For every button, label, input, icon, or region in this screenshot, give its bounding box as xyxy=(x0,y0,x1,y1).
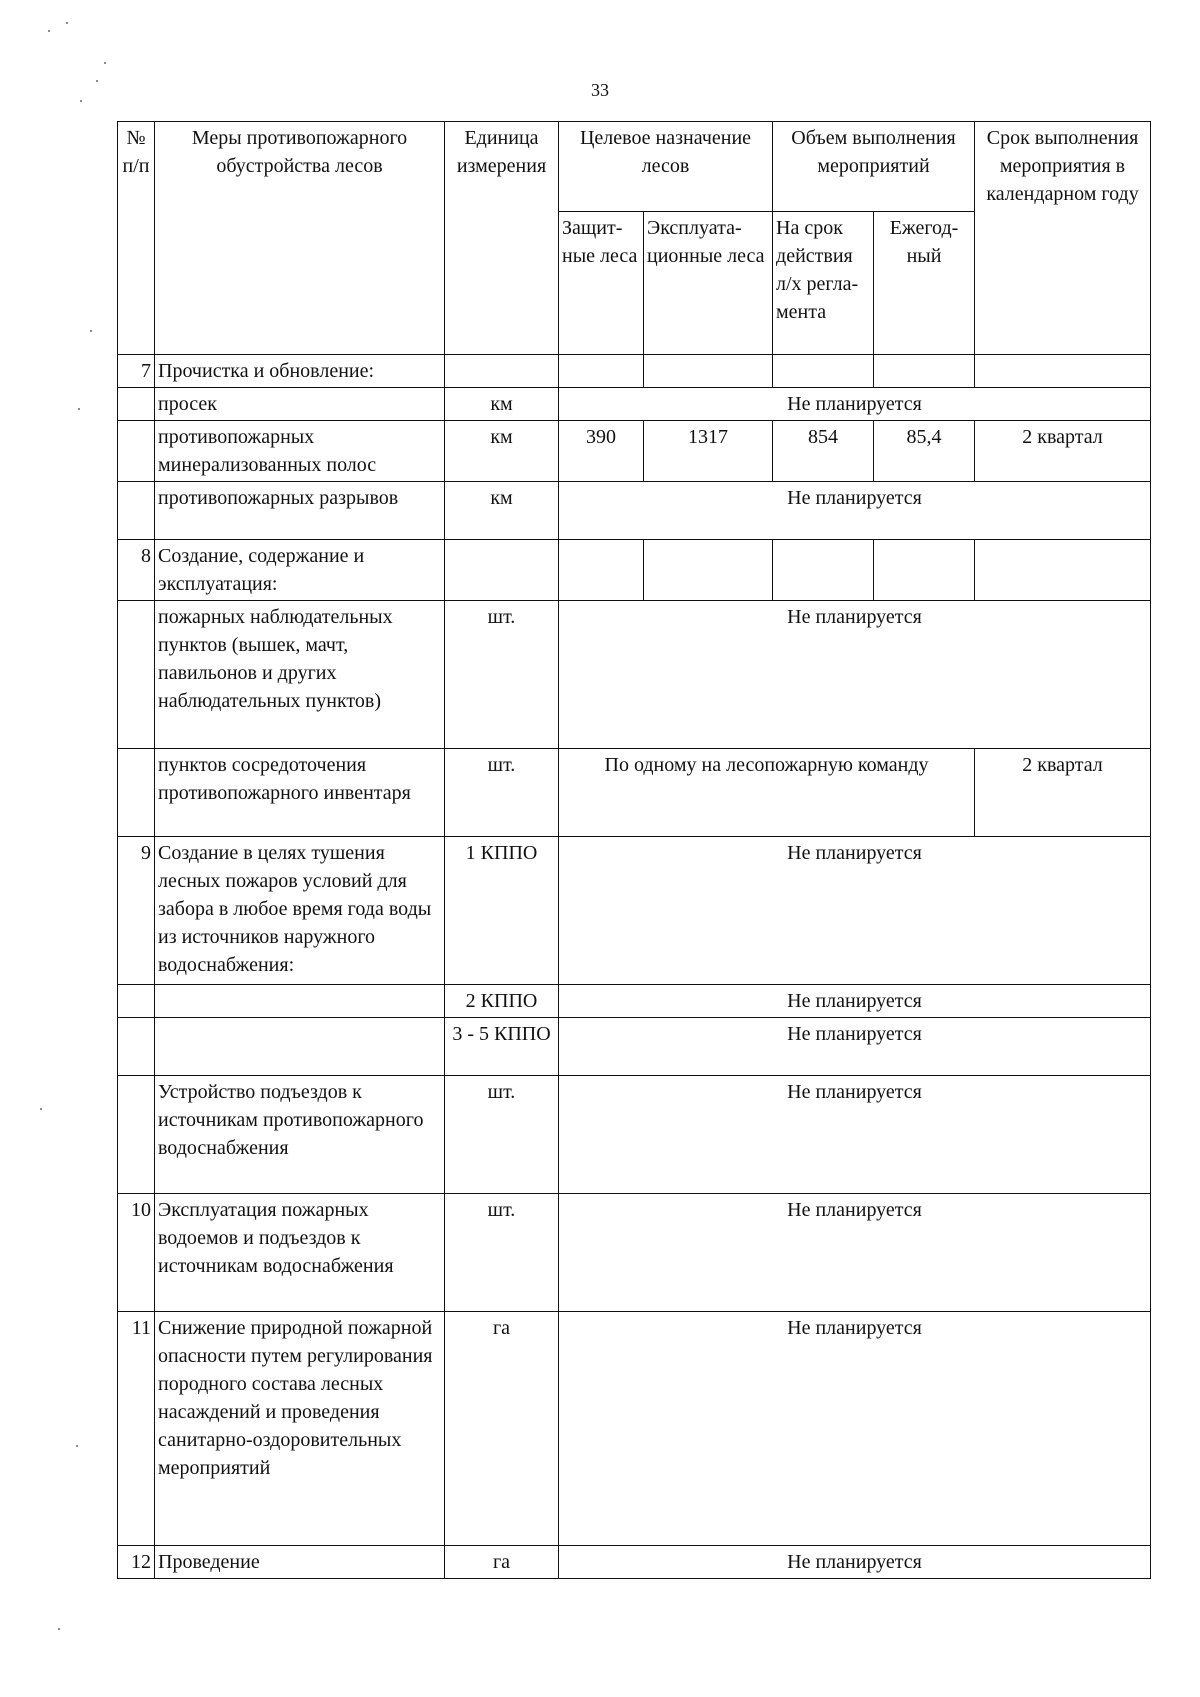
row-note: Не планируется xyxy=(559,482,1151,540)
table-row xyxy=(118,1018,1151,1076)
row-name: противопожарных минерализованных полос xyxy=(155,421,445,482)
row-note: Не планируется xyxy=(559,837,1151,985)
row-note: Не планируется xyxy=(559,388,1151,421)
table-row xyxy=(118,837,1151,985)
row-unit: шт. xyxy=(445,749,559,837)
header-deadline: Срок выполнения мероприятия в календарном году xyxy=(975,122,1151,355)
row-unit: 2 КППО xyxy=(445,985,559,1018)
row-name: Создание в целях тушения лесных пожаров условий для забора в любое время года воды из источников наружного водоснабжения: xyxy=(155,837,445,985)
row-note: Не планируется xyxy=(559,985,1151,1018)
row-note: Не планируется xyxy=(559,601,1151,749)
header-unit: Единица измерения xyxy=(445,122,559,355)
table-row xyxy=(118,540,1151,601)
table-row xyxy=(118,749,1151,837)
row-num: 9 xyxy=(118,837,155,985)
row-unit: 3 - 5 КППО xyxy=(445,1018,559,1076)
row-num: 12 xyxy=(118,1546,155,1579)
table-row xyxy=(118,1194,1151,1312)
row-note: Не планируется xyxy=(559,1546,1151,1579)
table-row xyxy=(118,1076,1151,1194)
scan-speck xyxy=(76,1445,78,1447)
row-deadline: 2 квартал xyxy=(975,749,1151,837)
row-name: пунктов сосредоточения противопожарного инвентаря xyxy=(155,749,445,837)
row-note: По одному на лесопожарную команду xyxy=(559,749,975,837)
header-volume: Объем выполнения мероприятий xyxy=(773,122,975,212)
row-note: Не планируется xyxy=(559,1194,1151,1312)
fire-prevention-table xyxy=(117,121,1151,1579)
row-num: 11 xyxy=(118,1312,155,1546)
scan-speck xyxy=(40,1108,42,1110)
header-purpose: Целевое назначение лесов xyxy=(559,122,773,212)
row-unit: км xyxy=(445,421,559,482)
scan-speck xyxy=(48,30,50,32)
header-measures: Меры противопожарного обустройства лесов xyxy=(155,122,445,355)
header-annual: Ежегод-ный xyxy=(874,212,975,355)
row-num: 10 xyxy=(118,1194,155,1312)
row-name: Прочистка и обновление: xyxy=(155,355,445,388)
scan-speck xyxy=(66,22,68,24)
row-name: Проведение xyxy=(155,1546,445,1579)
page-number: 33 xyxy=(591,80,609,100)
row-note: Не планируется xyxy=(559,1018,1151,1076)
row-name: пожарных наблюдательных пунктов (вышек, мачт, павильонов и других наблюдательных пунктов) xyxy=(155,601,445,749)
row-unit: шт. xyxy=(445,601,559,749)
row-num: 8 xyxy=(118,540,155,601)
row-unit: шт. xyxy=(445,1194,559,1312)
table-row xyxy=(118,355,1151,388)
table-row xyxy=(118,421,1151,482)
row-unit: 1 КППО xyxy=(445,837,559,985)
row-unit: шт. xyxy=(445,1076,559,1194)
row-deadline: 2 квартал xyxy=(975,421,1151,482)
row-name: просек xyxy=(155,388,445,421)
header-row xyxy=(118,122,1151,212)
row-name: Эксплуатация пожарных водоемов и подъездов к источникам водоснабжения xyxy=(155,1194,445,1312)
row-annual: 85,4 xyxy=(874,421,975,482)
table-row xyxy=(118,1546,1151,1579)
scan-speck xyxy=(104,62,106,64)
row-name: Создание, содержание и эксплуатация: xyxy=(155,540,445,601)
header-per-regulation: На срок действия л/х регла-мента xyxy=(773,212,874,355)
row-num: 7 xyxy=(118,355,155,388)
table-row xyxy=(118,601,1151,749)
row-unit: км xyxy=(445,388,559,421)
table-row xyxy=(118,388,1151,421)
row-name: Устройство подъездов к источникам противопожарного водоснабжения xyxy=(155,1076,445,1194)
row-unit: га xyxy=(445,1312,559,1546)
row-unit: км xyxy=(445,482,559,540)
row-unit: га xyxy=(445,1546,559,1579)
table-row xyxy=(118,482,1151,540)
table-row xyxy=(118,985,1151,1018)
scan-speck xyxy=(90,330,92,332)
header-exploitation: Эксплуата-ционные леса xyxy=(644,212,773,355)
row-note: Не планируется xyxy=(559,1076,1151,1194)
row-per-regulation: 854 xyxy=(773,421,874,482)
row-protective: 390 xyxy=(559,421,644,482)
row-name: противопожарных разрывов xyxy=(155,482,445,540)
header-num: № п/п xyxy=(118,122,155,355)
row-name: Снижение природной пожарной опасности путем регулирования породного состава лесных насаждений и проведения санитарно-оздоровительных мероприятий xyxy=(155,1312,445,1546)
row-note: Не планируется xyxy=(559,1312,1151,1546)
header-protective: Защит-ные леса xyxy=(559,212,644,355)
scan-speck xyxy=(58,1628,60,1630)
row-exploitation: 1317 xyxy=(644,421,773,482)
table-row xyxy=(118,1312,1151,1546)
scan-speck xyxy=(78,408,80,410)
